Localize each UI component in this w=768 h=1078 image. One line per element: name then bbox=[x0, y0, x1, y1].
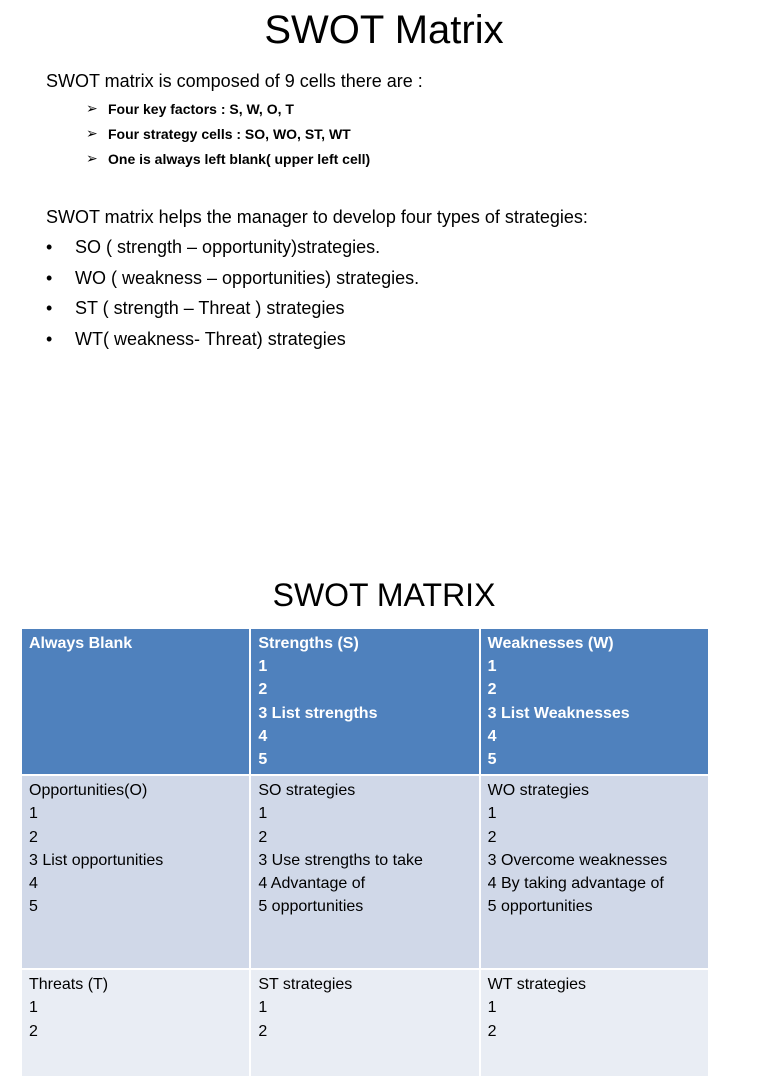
bullet-icon: • bbox=[46, 267, 53, 288]
list-item: ➢ Four strategy cells : SO, WO, ST, WT bbox=[86, 125, 351, 142]
table-row bbox=[21, 775, 709, 969]
strategies-intro: SWOT matrix helps the manager to develop four types of strategies: bbox=[46, 207, 588, 227]
list-item: ➢ Four key factors : S, W, O, T bbox=[86, 100, 294, 117]
strategy-list bbox=[46, 232, 419, 354]
swot-matrix-table bbox=[20, 627, 710, 1078]
cell-so-strategies: SO strategies 1 2 3 Use strengths to take 4 Advantage of 5 opportunities bbox=[250, 775, 479, 969]
cell-strengths: Strengths (S) 1 2 3 List strengths 4 5 bbox=[250, 628, 479, 775]
cell-opportunities: Opportunities(O) 1 2 3 List opportunities 4 5 bbox=[21, 775, 250, 969]
list-item: • WO ( weakness – opportunities) strategies. bbox=[46, 263, 419, 294]
list-item: • ST ( strength – Threat ) strategies bbox=[46, 293, 419, 324]
bullet-icon: • bbox=[46, 328, 53, 349]
list-item: • WT( weakness- Threat) strategies bbox=[46, 324, 419, 355]
slide-title: SWOT Matrix bbox=[264, 8, 504, 52]
list-item: ➢ One is always left blank( upper left cell) bbox=[86, 150, 371, 167]
cell-threats: Threats (T) 1 2 bbox=[21, 969, 250, 1077]
cell-wo-strategies: WO strategies 1 2 3 Overcome weaknesses 4 By taking advantage of 5 opportunities bbox=[480, 775, 709, 969]
table-row bbox=[21, 628, 709, 775]
bullet-icon: • bbox=[46, 237, 53, 257]
cell-wt-strategies: WT strategies 1 2 bbox=[480, 969, 709, 1077]
key-points-list bbox=[86, 96, 370, 171]
arrow-bullet-icon: ➢ bbox=[86, 125, 98, 141]
list-item: • SO ( strength – opportunity)strategies. bbox=[46, 232, 419, 263]
arrow-bullet-icon: ➢ bbox=[86, 150, 98, 166]
table-row bbox=[21, 969, 709, 1077]
cell-weaknesses: Weaknesses (W) 1 2 3 List Weaknesses 4 5 bbox=[480, 628, 709, 775]
cell-always-blank: Always Blank bbox=[21, 628, 250, 775]
matrix-title: SWOT MATRIX bbox=[272, 577, 496, 613]
arrow-bullet-icon: ➢ bbox=[86, 100, 98, 116]
cell-st-strategies: ST strategies 1 2 bbox=[250, 969, 479, 1077]
intro-text: SWOT matrix is composed of 9 cells there are : bbox=[46, 71, 423, 91]
bullet-icon: • bbox=[46, 298, 53, 318]
